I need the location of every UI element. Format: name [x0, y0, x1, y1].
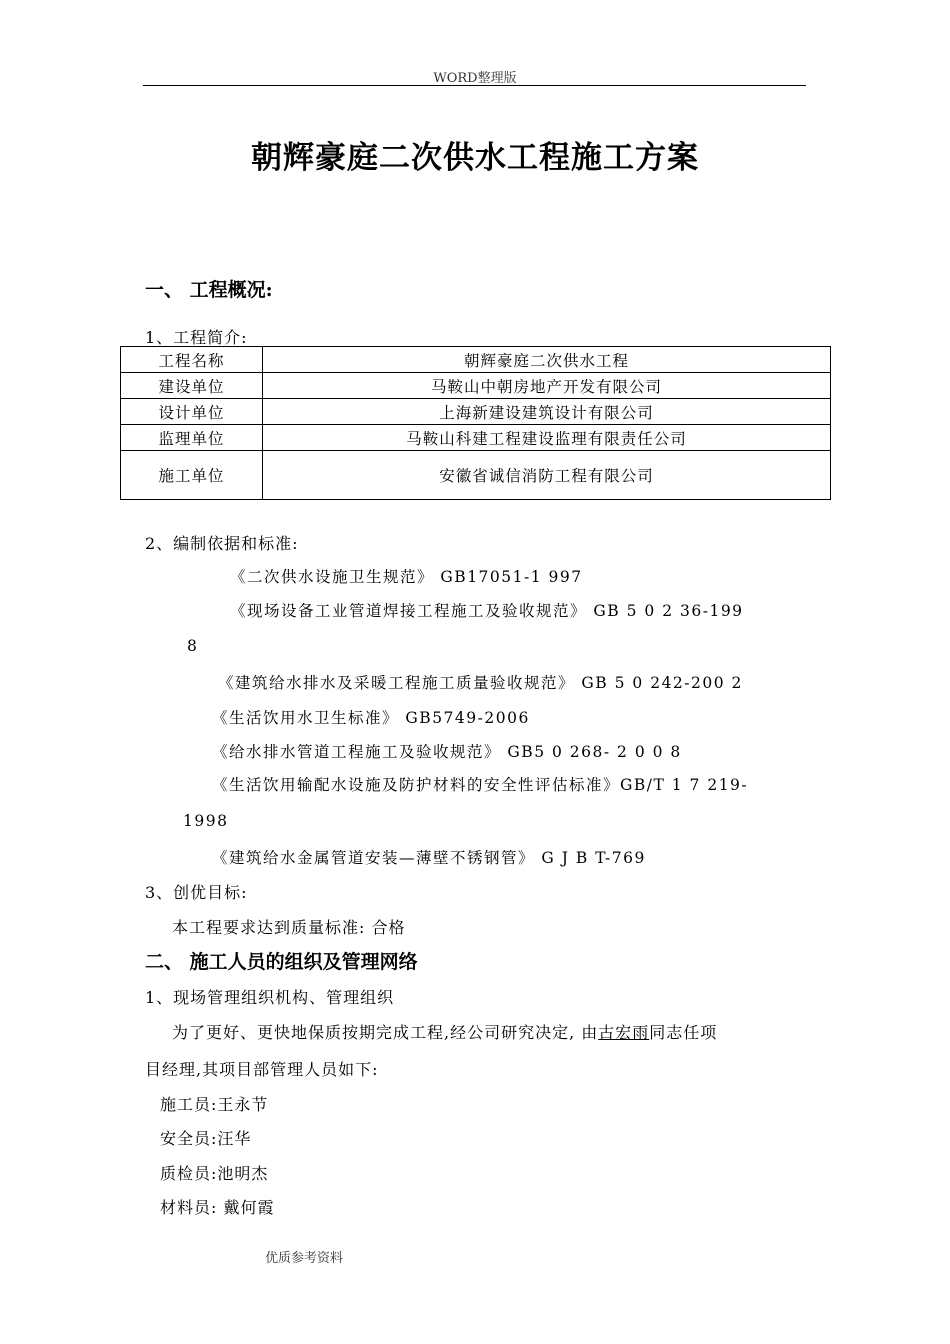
quality-goal-text: 本工程要求达到质量标准: 合格: [172, 918, 406, 937]
table-row: [121, 347, 831, 373]
staff-item: 安全员:汪华: [160, 1129, 252, 1148]
staff-item: 材料员: 戴何霞: [160, 1198, 275, 1217]
section-2-heading: 二、 施工人员的组织及管理网络: [145, 951, 418, 973]
table-key: 施工单位: [121, 451, 263, 500]
table-key: 工程名称: [121, 347, 263, 373]
table-row: [121, 399, 831, 425]
table-row: [121, 373, 831, 399]
standard-item: 《二次供水设施卫生规范》 GB17051-1 997: [230, 568, 583, 586]
table-value: 马鞍山科建工程建设监理有限责任公司: [263, 425, 831, 451]
paragraph-text: 为了更好、更快地保质按期完成工程,经公司研究决定, 由: [172, 1023, 599, 1042]
section-1-heading: 一、 工程概况:: [145, 279, 273, 301]
table-row: [121, 451, 831, 500]
table-value: 马鞍山中朝房地产开发有限公司: [263, 373, 831, 399]
standard-item-continuation: 1998: [183, 812, 229, 830]
page-footer: 优质参考资料: [265, 1251, 344, 1266]
standard-item: 《建筑给水金属管道安装—薄壁不锈钢管》 G J B T-769: [212, 849, 646, 867]
table-row: [121, 425, 831, 451]
table-key: 监理单位: [121, 425, 263, 451]
project-info-table: [120, 346, 831, 500]
page-header: WORD整理版: [433, 71, 517, 86]
table-value: 上海新建设建筑设计有限公司: [263, 399, 831, 425]
project-manager-name: 古宏雨: [598, 1023, 650, 1042]
header-divider: [143, 85, 806, 86]
standard-item: 《现场设备工业管道焊接工程施工及验收规范》 GB 5 0 2 36-199: [230, 602, 744, 620]
standard-item: 《生活饮用输配水设施及防护材料的安全性评估标准》GB/T 1 7 219-: [212, 776, 749, 794]
subsection-org-structure: 1、现场管理组织机构、管理组织: [145, 988, 395, 1007]
standard-item: 《给水排水管道工程施工及验收规范》 GB5 0 268- 2 0 0 8: [212, 743, 682, 761]
standard-item-continuation: 8: [187, 637, 199, 655]
standard-item: 《生活饮用水卫生标准》 GB5749-2006: [212, 709, 530, 727]
table-value: 安徽省诚信消防工程有限公司: [263, 451, 831, 500]
staff-item: 质检员:池明杰: [160, 1164, 269, 1183]
table-key: 建设单位: [121, 373, 263, 399]
org-paragraph-line-1: [172, 1020, 717, 1043]
org-paragraph-line-2: 目经理,其项目部管理人员如下:: [145, 1060, 379, 1079]
table-key: 设计单位: [121, 399, 263, 425]
subsection-project-intro: 1、工程简介:: [145, 328, 248, 347]
paragraph-text: 同志任项: [649, 1023, 718, 1042]
document-title: 朝辉豪庭二次供水工程施工方案: [251, 140, 699, 176]
table-value: 朝辉豪庭二次供水工程: [263, 347, 831, 373]
standard-item: 《建筑给水排水及采暖工程施工质量验收规范》 GB 5 0 242-200 2: [218, 674, 743, 692]
subsection-quality-goal: 3、创优目标:: [145, 883, 248, 902]
subsection-standards: 2、编制依据和标准:: [145, 534, 299, 553]
staff-item: 施工员:王永节: [160, 1095, 269, 1114]
